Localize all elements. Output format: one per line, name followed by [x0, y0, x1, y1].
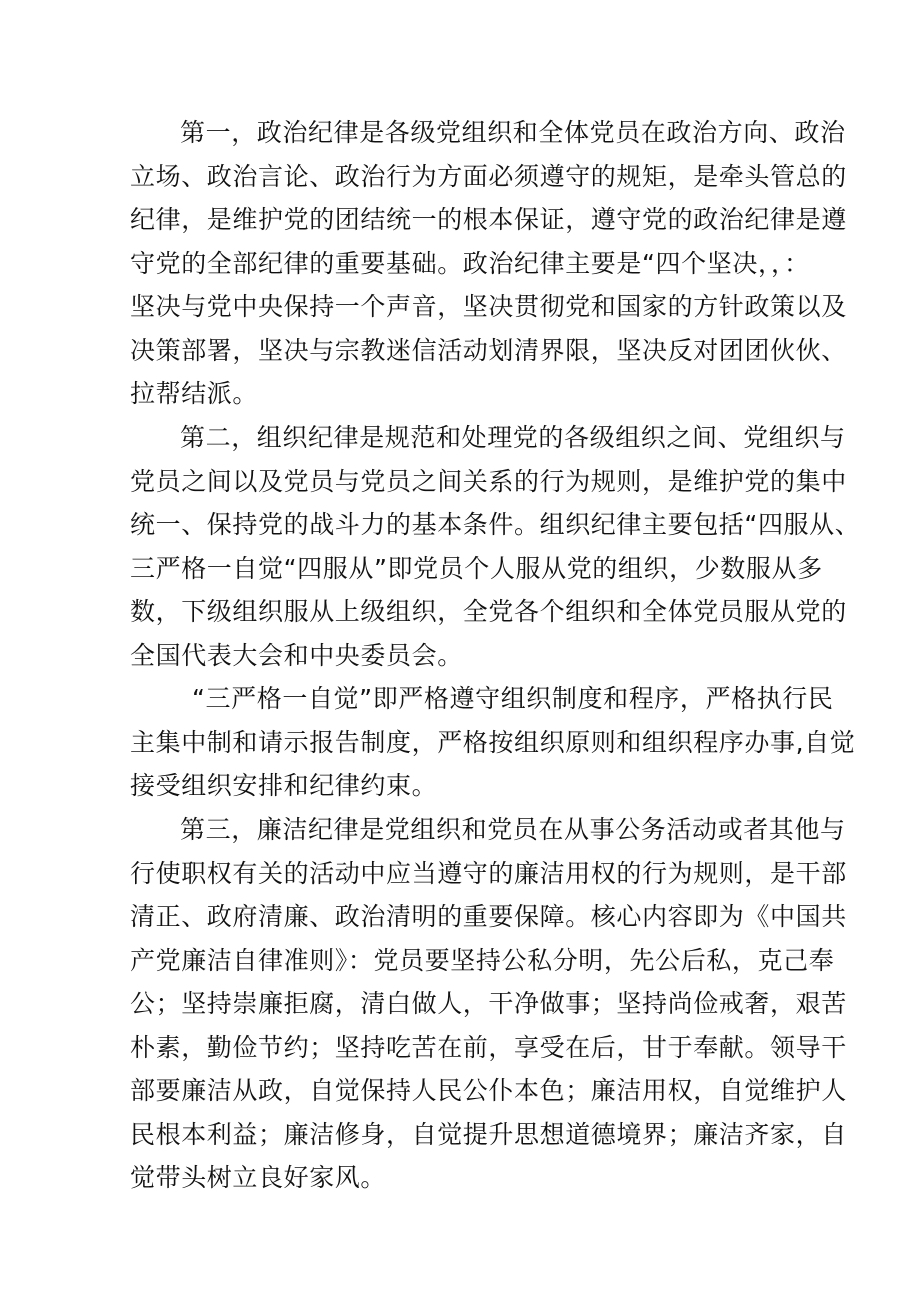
text-line: 坚决与党中央保持一个声音，坚决贯彻党和国家的方针政策以及 — [130, 292, 847, 321]
text-line: 党员之间以及党员与党员之间关系的行为规则，是维护党的集中 — [130, 466, 847, 496]
text-line: 产党廉洁自律准则》：党员要坚持公私分明，先公后私，克己奉 — [130, 945, 835, 975]
text-line: 行使职权有关的活动中应当遵守的廉洁用权的行为规则，是干部 — [130, 858, 847, 888]
text-line: 数，下级组织服从上级组织，全党各个组织和全体党员服从党的 — [130, 597, 847, 626]
text-line: 清正、政府清廉、政治清明的重要保障。核心内容即为《中国共 — [130, 902, 847, 931]
text-line: 纪律，是维护党的团结统一的根本保证，遵守党的政治纪律是遵 — [130, 205, 847, 234]
text-line: 民根本利益；廉洁修身，自觉提升思想道德境界；廉洁齐家，自 — [130, 1119, 847, 1149]
text-line: 立场、政治言论、政治行为方面必须遵守的规矩，是牵头管总的 — [130, 161, 847, 191]
text-line: “三严格一自觉”即严格遵守组织制度和程序，严格执行民 — [192, 684, 834, 713]
text-line: 决策部署，坚决与宗教迷信活动划清界限，坚决反对团团伙伙、 — [130, 335, 847, 365]
paragraph-three-strict-one-conscious — [130, 677, 856, 808]
text-line: 守党的全部纪律的重要基础。政治纪律主要是“四个坚决，，： — [130, 248, 810, 278]
text-line: 第三，廉洁纪律是党组织和党员在从事公务活动或者其他与 — [180, 815, 846, 844]
text-line: 部要廉洁从政，自觉保持人民公仆本色；廉洁用权，自觉维护人 — [130, 1076, 847, 1105]
text-line: 拉帮结派。 — [130, 379, 259, 408]
text-line: 接受组织安排和纪律约束。 — [130, 771, 438, 800]
text-line: 觉带头树立良好家风。 — [130, 1163, 387, 1192]
text-line: 公；坚持崇廉拒腐，清白做人，干净做事；坚持尚俭戒奢，艰苦 — [130, 989, 847, 1018]
text-line: 朴素，勤俭节约；坚持吃苦在前，享受在后，甘于奉献。领导干 — [130, 1032, 847, 1062]
paragraph-organizational-discipline — [130, 416, 861, 721]
paragraph-political-discipline — [130, 111, 847, 416]
text-line: 第二，组织纪律是规范和处理党的各级组织之间、党组织与 — [180, 423, 846, 452]
text-line: 统一、保持党的战斗力的基本条件。组织纪律主要包括“四服从、 — [130, 510, 861, 539]
text-line: 全国代表大会和中央委员会。 — [130, 640, 463, 670]
text-line: 三严格一自觉“四服从”即党员个人服从党的组织，少数服从多 — [130, 553, 823, 583]
text-line: 主集中制和请示报告制度，严格按组织原则和组织程序办事,自觉 — [130, 727, 856, 757]
text-line: 第一，政治纪律是各级党组织和全体党员在政治方向、政治 — [180, 118, 846, 147]
paragraph-integrity-discipline — [130, 808, 847, 1200]
